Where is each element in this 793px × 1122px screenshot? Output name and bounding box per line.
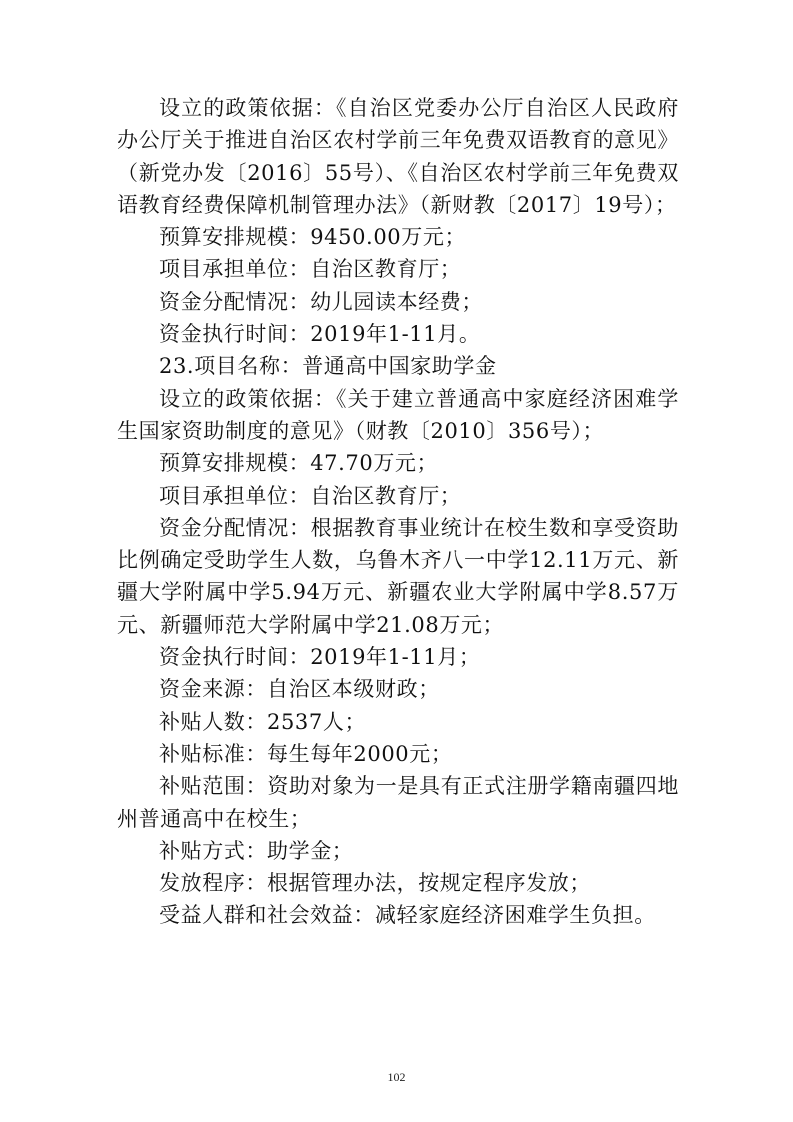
subsidy-standard-paragraph: 补贴标准：每生每年2000元； — [159, 741, 453, 766]
document-body — [117, 92, 679, 932]
project-name-heading: 23.项目名称：普通高中国家助学金 — [159, 354, 497, 379]
execution-time-paragraph-1: 资金执行时间：2019年1-11月。 — [159, 322, 481, 347]
subsidy-scope-paragraph: 补贴范围：资助对象为一是具有正式注册学籍南疆四地州普通高中在校生； — [117, 774, 679, 831]
fund-allocation-paragraph-1: 资金分配情况：幼儿园读本经费； — [159, 289, 483, 314]
fund-source-paragraph: 资金来源：自治区本级财政； — [159, 677, 440, 702]
fund-allocation-paragraph-2: 资金分配情况：根据教育事业统计在校生数和享受资助比例确定受助学生人数，乌鲁木齐八一中学12.11万元、新疆大学附属中学5.94万元、新疆农业大学附属中学8.57万元、新疆师范大学附属中学21.08万元； — [117, 515, 679, 637]
subsidy-count-paragraph: 补贴人数：2537人； — [159, 709, 367, 734]
execution-time-paragraph-2: 资金执行时间：2019年1-11月； — [159, 645, 481, 670]
subsidy-method-paragraph: 补贴方式：助学金； — [159, 838, 354, 863]
page-number: 102 — [387, 1070, 406, 1084]
budget-scale-paragraph-2: 预算安排规模：47.70万元； — [159, 451, 439, 476]
policy-basis-paragraph-1: 设立的政策依据：《自治区党委办公厅自治区人民政府办公厅关于推进自治区农村学前三年免费双语教育的意见》（新党办发〔2016〕55号）、《自治区农村学前三年免费双语教育经费保障机制管理办法》（新财教〔2017〕19号）； — [117, 96, 679, 217]
beneficiaries-paragraph: 受益人群和社会效益：减轻家庭经济困难学生负担。 — [159, 903, 656, 928]
policy-basis-paragraph-2: 设立的政策依据：《关于建立普通高中家庭经济困难学生国家资助制度的意见》（财教〔2010〕356号）； — [117, 386, 679, 443]
distribution-procedure-paragraph: 发放程序：根据管理办法，按规定程序发放； — [159, 871, 591, 896]
responsible-unit-paragraph-1: 项目承担单位：自治区教育厅； — [159, 257, 462, 282]
responsible-unit-paragraph-2: 项目承担单位：自治区教育厅； — [159, 483, 462, 508]
budget-scale-paragraph-1: 预算安排规模：9450.00万元； — [159, 225, 467, 250]
